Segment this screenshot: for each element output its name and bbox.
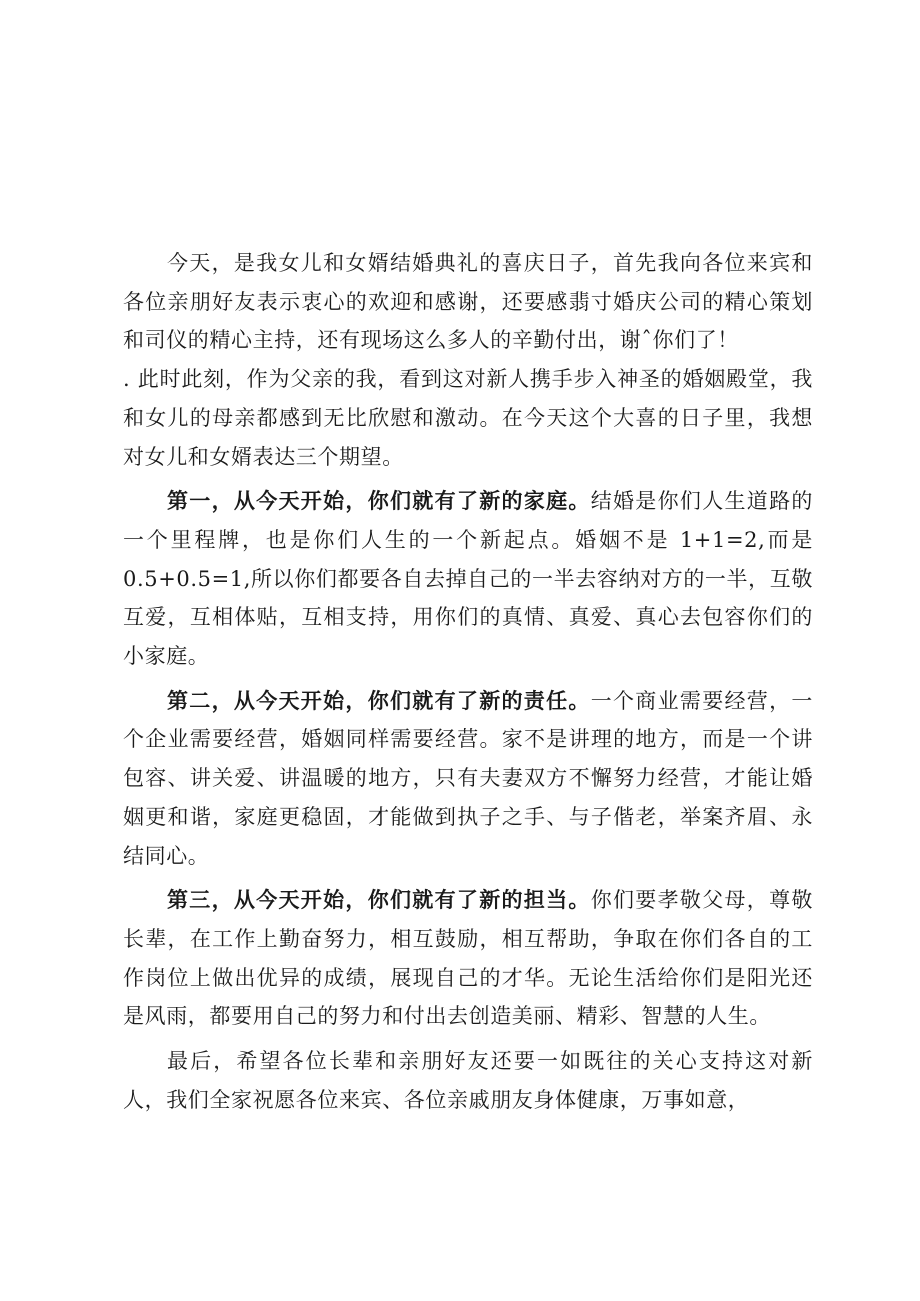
hope-two-text: 一个商业需要经营，一个企业需要经营，婚姻同样需要经营。家不是讲理的地方，而是一个讲包容、讲关爱、讲温暖的地方，只有夫妻双方不懈努力经营，才能让婚姻更和谐，家庭更稳固，才能做到执子之手、与子偕老，举案齐眉、永结同心。 (123, 688, 814, 868)
paragraph-hope-two (123, 682, 813, 876)
speech-body (123, 244, 813, 1119)
hope-one-text: 结婚是你们人生道路的一个里程牌，也是你们人生的一个新起点。婚姻不是 1+1=2,而是 0.5+0.5=1,所以你们都要各自去掉自己的一半去容纳对方的一半，互敬互爱，互相体贴，互相支持，用你们的真情、真爱、真心去包容你们的小家庭。 (123, 489, 814, 669)
paragraph-hope-one (123, 482, 813, 676)
hope-two-heading: 第二，从今天开始，你们就有了新的责任。 (167, 687, 591, 713)
paragraph-hope-three (123, 881, 813, 1036)
hope-three-heading: 第三，从今天开始，你们就有了新的担当。 (167, 887, 591, 913)
hope-three-text: 你们要孝敬父母，尊敬长辈，在工作上勤奋努力，相互鼓励，相互帮助，争取在你们各自的工作岗位上做出优异的成绩，展现自己的才华。无论生活给你们是阳光还是风雨，都要用自己的努力和付出去创造美丽、精彩、智慧的人生。 (123, 888, 814, 1029)
hope-one-heading: 第一，从今天开始，你们就有了新的家庭。 (167, 488, 591, 514)
paragraph-father-feelings: . 此时此刻，作为父亲的我，看到这对新人携手步入神圣的婚姻殿堂，我和女儿的母亲都感到无比欣慰和激动。在今天这个大喜的日子里，我想对女儿和女婿表达三个期望。 (123, 367, 813, 469)
paragraph-closing: 最后，希望各位长辈和亲朋好友还要一如既往的关心支持这对新人，我们全家祝愿各位来宾、各位亲戚朋友身体健康，万事如意， (123, 1049, 813, 1112)
paragraph-opening: 今天，是我女儿和女婿结婚典礼的喜庆日子，首先我向各位来宾和各位亲朋好友表示衷心的欢迎和感谢，还要感翡寸婚庆公司的精心策划和司仪的精心主持，还有现场这么多人的辛勤付出，谢ˆ你们了！ (123, 251, 813, 353)
